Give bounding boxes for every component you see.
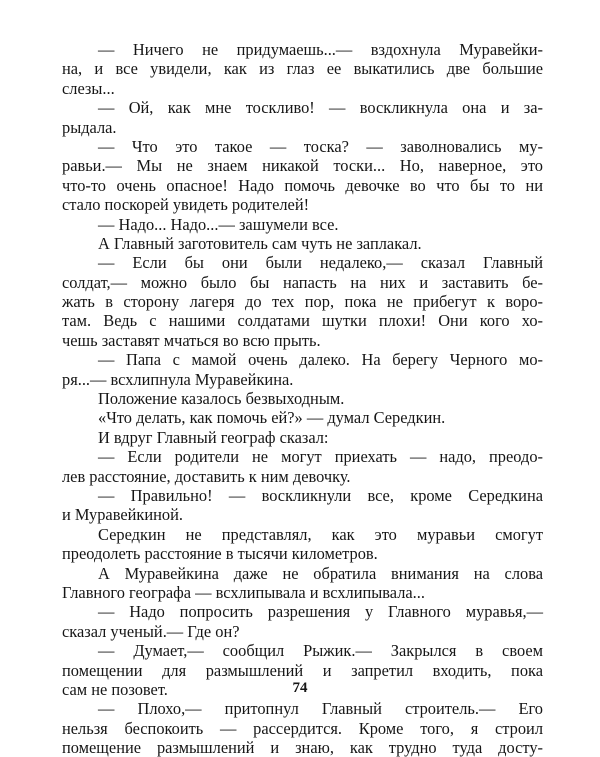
text-line: — Папа с мамой очень далеко. На берегу Черного мо- xyxy=(98,350,543,370)
text-line: стало поскорей увидеть родителей! xyxy=(62,195,310,215)
text-line: Середкин не представлял, как это муравьи смогут xyxy=(98,524,543,544)
text-line: — Ой, как мне тоскливо! — воскликнула она и за- xyxy=(98,98,543,118)
text-line: — Думает,— сообщил Рыжик.— Закрылся в своем xyxy=(98,641,543,661)
text-line: — Если бы они были недалеко,— сказал Главный xyxy=(98,253,543,273)
text-line: преодолеть расстояние в тысячи километров. xyxy=(62,544,378,564)
text-line: «Что делать, как помочь ей?» — думал Середкин. xyxy=(98,408,446,428)
text-line: помещение размышлений и знаю, как трудно туда досту- xyxy=(62,738,543,757)
text-line: — Надо попросить разрешения у Главного муравья,— xyxy=(98,602,543,622)
text-line: слезы... xyxy=(62,78,115,98)
text-line: Главного географа — всхлипывала и всхлипывала... xyxy=(62,582,425,602)
text-line: рыдала. xyxy=(62,117,117,137)
text-line: — Ничего не придумаешь...— вздохнула Муравейки- xyxy=(98,40,543,59)
text-line: — Плохо,— притопнул Главный строитель.— Его xyxy=(98,699,543,719)
text-line: Положение казалось безвыходным. xyxy=(98,389,345,409)
text-line: на, и все увидели, как из глаз ее выкатились две большие xyxy=(62,59,543,79)
page-number: 74 xyxy=(292,680,308,696)
text-line: жать в сторону лагеря до тех пор, пока не прибегут к воро- xyxy=(62,292,543,312)
body-text xyxy=(62,40,543,757)
text-line: сам не позовет. xyxy=(62,679,168,699)
text-line: — Что это такое — тоска? — заволновались му- xyxy=(98,136,543,156)
text-line: там. Ведь с нашими солдатами шутки плохи! Они кого хо- xyxy=(62,311,543,331)
text-line: лев расстояние, доставить к ним девочку. xyxy=(62,466,351,486)
text-line: и Муравейкиной. xyxy=(62,505,183,525)
text-line: А Главный заготовитель сам чуть не заплакал. xyxy=(98,233,422,253)
text-line: равьи.— Мы не знаем никакой тоски... Но, наверное, это xyxy=(62,156,543,176)
text-line: чешь заставят мчаться во всю прыть. xyxy=(62,330,321,350)
text-line: — Правильно! — воскликнули все, кроме Середкина xyxy=(98,485,543,505)
text-line: И вдруг Главный географ сказал: xyxy=(98,427,329,447)
text-line: А Муравейкина даже не обратила внимания на слова xyxy=(98,563,543,583)
text-line: — Надо... Надо...— зашумели все. xyxy=(98,214,339,234)
text-line: солдат,— можно было бы напасть на них и заставить бе- xyxy=(62,272,543,292)
text-line: что-то очень опасное! Надо помочь девочке во что бы то ни xyxy=(62,175,543,195)
text-line: помещении для размышлений и запретил входить, пока xyxy=(62,660,543,680)
text-line: ря...— всхлипнула Муравейкина. xyxy=(62,369,294,389)
text-line: сказал ученый.— Где он? xyxy=(62,621,240,641)
text-line: — Если родители не могут приехать — надо, преодо- xyxy=(98,447,543,467)
text-line: нельзя беспокоить — рассердится. Кроме того, я строил xyxy=(62,718,543,738)
